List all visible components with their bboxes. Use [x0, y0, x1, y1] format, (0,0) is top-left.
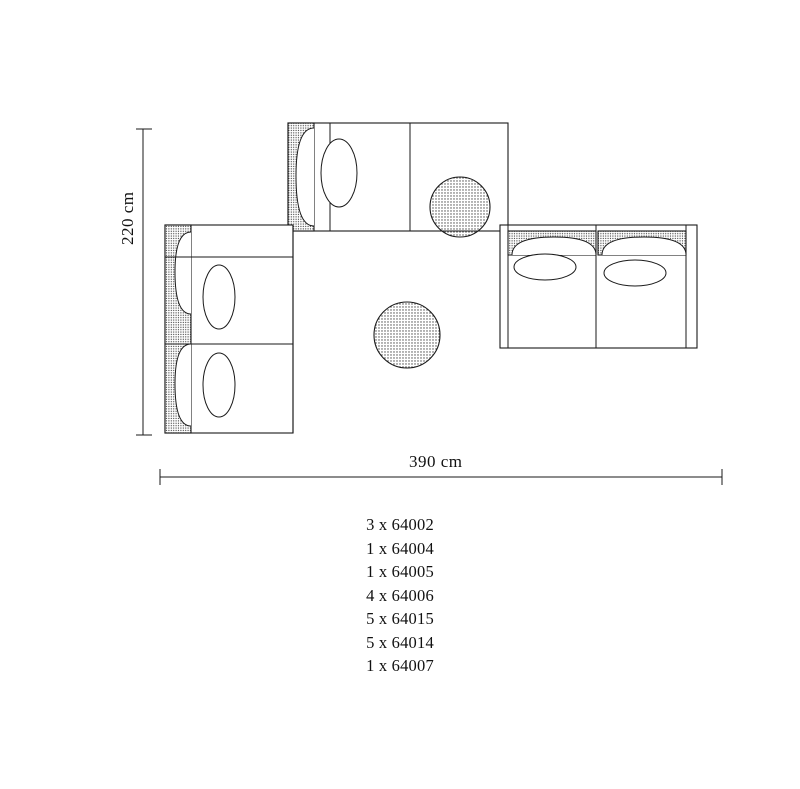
module-right [500, 225, 697, 348]
list-item: 5 x 64014 [366, 632, 434, 652]
pouf-top-circle [430, 177, 490, 237]
pouf-center-circle [374, 302, 440, 368]
width-dimension-label: 390 cm [409, 452, 463, 471]
module-left [165, 225, 293, 433]
module-left-cushion-upper [203, 265, 235, 329]
module-right-cushion-left [514, 254, 576, 280]
module-left-cushion-lower [203, 353, 235, 417]
list-item: 1 x 64004 [366, 538, 434, 558]
height-dimension-label: 220 cm [118, 191, 137, 245]
list-item: 4 x 64006 [366, 585, 434, 605]
module-top-cushion-ellipse [321, 139, 357, 207]
list-item: 1 x 64005 [366, 562, 434, 581]
module-right-cushion-right [604, 260, 666, 286]
pouf-center [374, 302, 440, 368]
list-item: 1 x 64007 [366, 656, 434, 675]
pouf-top [430, 177, 490, 237]
list-item: 5 x 64015 [366, 609, 434, 628]
parts-list [0, 513, 800, 678]
list-item: 3 x 64002 [366, 515, 434, 534]
